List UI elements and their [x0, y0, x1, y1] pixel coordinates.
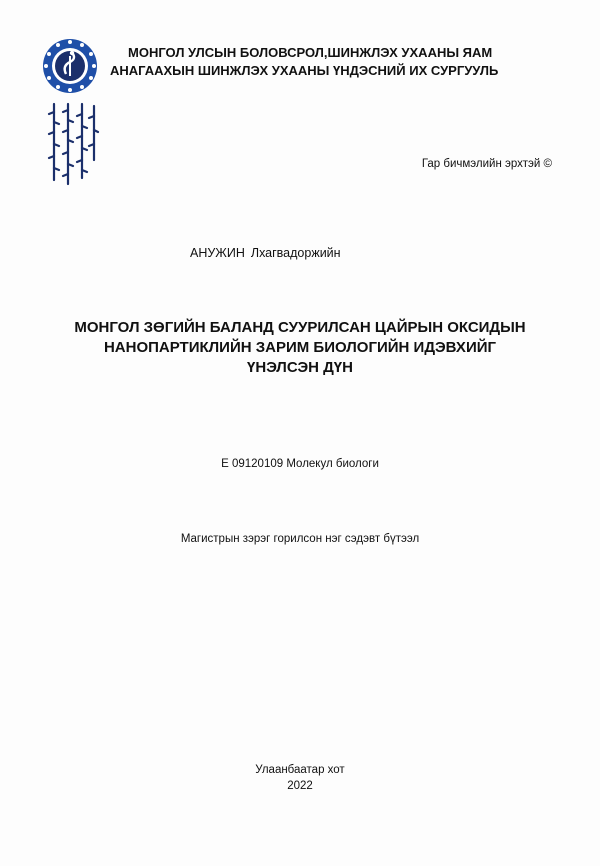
- year: 2022: [287, 780, 313, 792]
- thesis-title-line: МОНГОЛ ЗӨГИЙН БАЛАНД СУУРИЛСАН ЦАЙРЫН ОКСИДЫН: [74, 319, 526, 336]
- mongolian-script-emblem-icon: [44, 100, 100, 190]
- institution-header: [110, 44, 570, 80]
- author-surname: Лхагвадоржийн: [250, 246, 341, 260]
- thesis-title-line: НАНОПАРТИКЛИЙН ЗАРИМ БИОЛОГИЙН ИДЭВХИЙГ: [103, 339, 497, 356]
- university-name: АНАГААХЫН ШИНЖЛЭХ УХААНЫ ҮНДЭСНИЙ ИХ СУРГУУЛЬ: [110, 63, 499, 78]
- degree-statement: Магистрын зэрэг горилсон нэг сэдэвт бүтээл: [180, 533, 420, 545]
- author-given-name: АНУЖИН: [190, 246, 245, 260]
- author-name: [190, 246, 341, 260]
- place-and-year: [0, 762, 600, 794]
- copyright-notice: Гар бичмэлийн эрхтэй ©: [421, 158, 552, 170]
- city: Улаанбаатар хот: [255, 764, 345, 776]
- university-logo-icon: [40, 36, 100, 96]
- ministry-name: МОНГОЛ УЛСЫН БОЛОВСРОЛ,ШИНЖЛЭХ УХААНЫ ЯАМ: [128, 45, 493, 60]
- thesis-title: [40, 318, 560, 378]
- specialty-code: E 09120109 Молекул биологи: [221, 458, 379, 470]
- thesis-title-line: ҮНЭЛСЭН ДҮН: [247, 359, 353, 376]
